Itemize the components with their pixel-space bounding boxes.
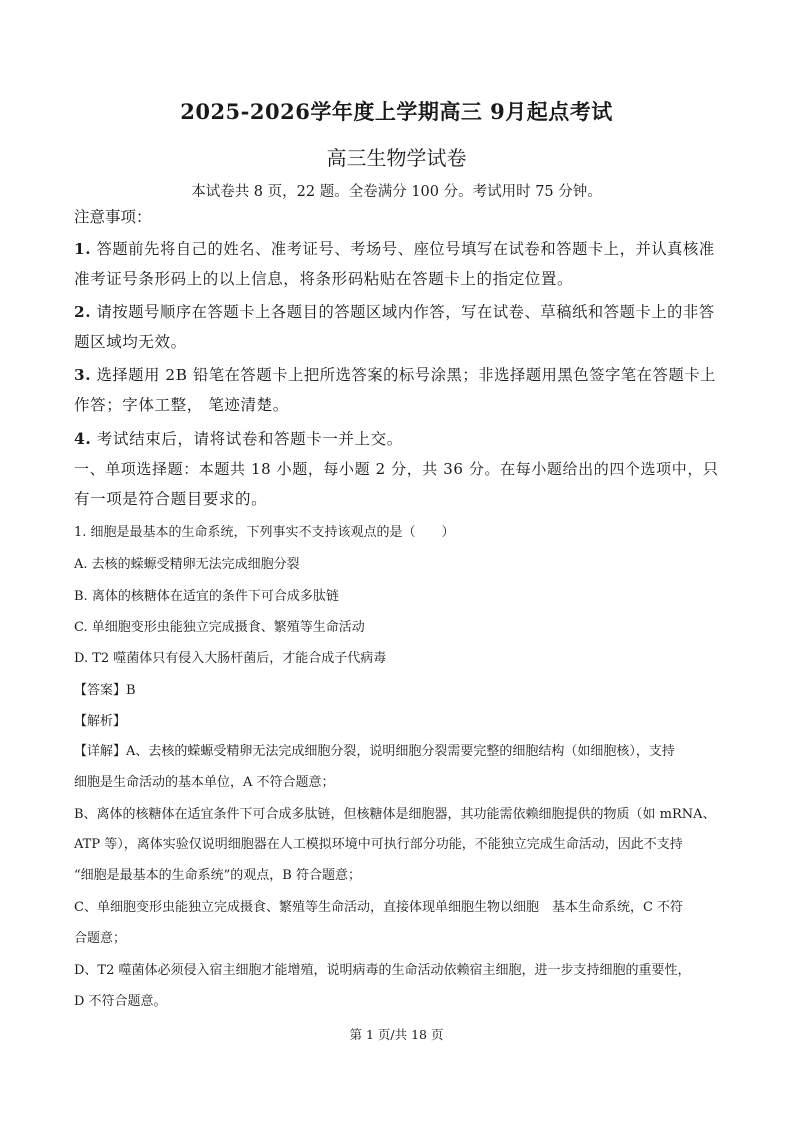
note-3-line1 xyxy=(74,368,724,383)
explanation-line: D 不符合题意。 xyxy=(74,994,167,1009)
option-a: A. 去核的蝾螈受精卵无法完成细胞分裂 xyxy=(74,557,300,572)
note-2-line2: 题区域均无效。 xyxy=(74,333,187,351)
note-3-line2: 作答；字体工整， 笔迹清楚。 xyxy=(74,396,289,414)
note-2-line1 xyxy=(74,305,724,320)
note-2-number: 2. xyxy=(74,303,92,321)
note-1-line2: 准考证号条形码上的以上信息，将条形码粘贴在答题卡上的指定位置。 xyxy=(74,270,574,288)
option-b: B. 离体的核糖体在适宜的条件下可合成多肽链 xyxy=(74,589,339,604)
note-4-number: 4. xyxy=(74,429,92,448)
explanation-line: 【详解】A、去核的蝾螈受精卵无法完成细胞分裂，说明细胞分裂需要完整的细胞结构（如细胞核），支持 xyxy=(74,744,675,759)
explanation-line: ATP 等），离体实验仅说明细胞器在人工模拟环境中可执行部分功能，不能独立完成生命活动，因此不支持 xyxy=(74,837,683,852)
option-c: C. 单细胞变形虫能独立完成摄食、繁殖等生命活动 xyxy=(74,620,365,635)
section-heading-line2: 有一项是符合题目要求的。 xyxy=(74,490,268,508)
explanation-line: B、离体的核糖体在适宜条件下可合成多肽链，但核糖体是细胞器，其功能需依赖细胞提供的物质（如 mRNA、 xyxy=(74,807,716,822)
notes-heading: 注意事项： xyxy=(74,208,152,226)
page-footer: 第 1 页/共 18 页 xyxy=(349,1027,444,1042)
answer-label: 【答案】B xyxy=(74,683,136,698)
note-4-line1 xyxy=(74,431,724,448)
option-d: D. T2 噬菌体只有侵入大肠杆菌后，才能合成子代病毒 xyxy=(74,651,387,666)
note-3-number: 3. xyxy=(74,366,92,384)
note-1-line1 xyxy=(74,242,724,257)
explanation-line: 细胞是生命活动的基本单位，A 不符合题意； xyxy=(74,775,335,790)
exam-intro: 本试卷共 8 页，22 题。全卷满分 100 分。考试用时 75 分钟。 xyxy=(191,184,602,200)
explanation-line: D、T2 噬菌体必须侵入宿主细胞才能增殖，说明病毒的生命活动依赖宿主细胞，进一步支持细胞的重要性， xyxy=(74,963,691,978)
note-1-text: 答题前先将自己的姓名、准考证号、考场号、座位号填写在试卷和答题卡上，并认真核准 xyxy=(91,240,715,258)
exam-subtitle: 高三生物学试卷 xyxy=(326,146,467,170)
section-heading-line1: 一、单项选择题：本题共 18 小题，每小题 2 分，共 36 分。在每小题给出的四个选项中，只 xyxy=(74,460,719,478)
explanation-line: C、单细胞变形虫能独立完成摄食、繁殖等生命活动，直接体现单细胞生物以细胞 基本生命系统，C 不符 xyxy=(74,900,684,915)
question-stem: 1. 细胞是最基本的生命系统，下列事实不支持该观点的是（ ） xyxy=(74,525,455,540)
analysis-label: 【解析】 xyxy=(74,714,127,729)
explanation-line: “细胞是最基本的生命系统”的观点，B 符合题意； xyxy=(74,868,361,883)
explanation-line: 合题意； xyxy=(74,931,127,946)
note-2-text: 请按题号顺序在答题卡上各题目的答题区域内作答，写在试卷、草稿纸和答题卡上的非答 xyxy=(91,303,715,321)
exam-title: 2025-2026学年度上学期高三 9月起点考试 xyxy=(180,99,613,124)
note-1-number: 1. xyxy=(74,240,92,258)
note-4-text: 考试结束后，请将试卷和答题卡一并上交。 xyxy=(91,430,403,448)
note-3-text: 选择题用 2B 铅笔在答题卡上把所选答案的标号涂黑；非选择题用黑色签字笔在答题卡上 xyxy=(91,366,717,384)
